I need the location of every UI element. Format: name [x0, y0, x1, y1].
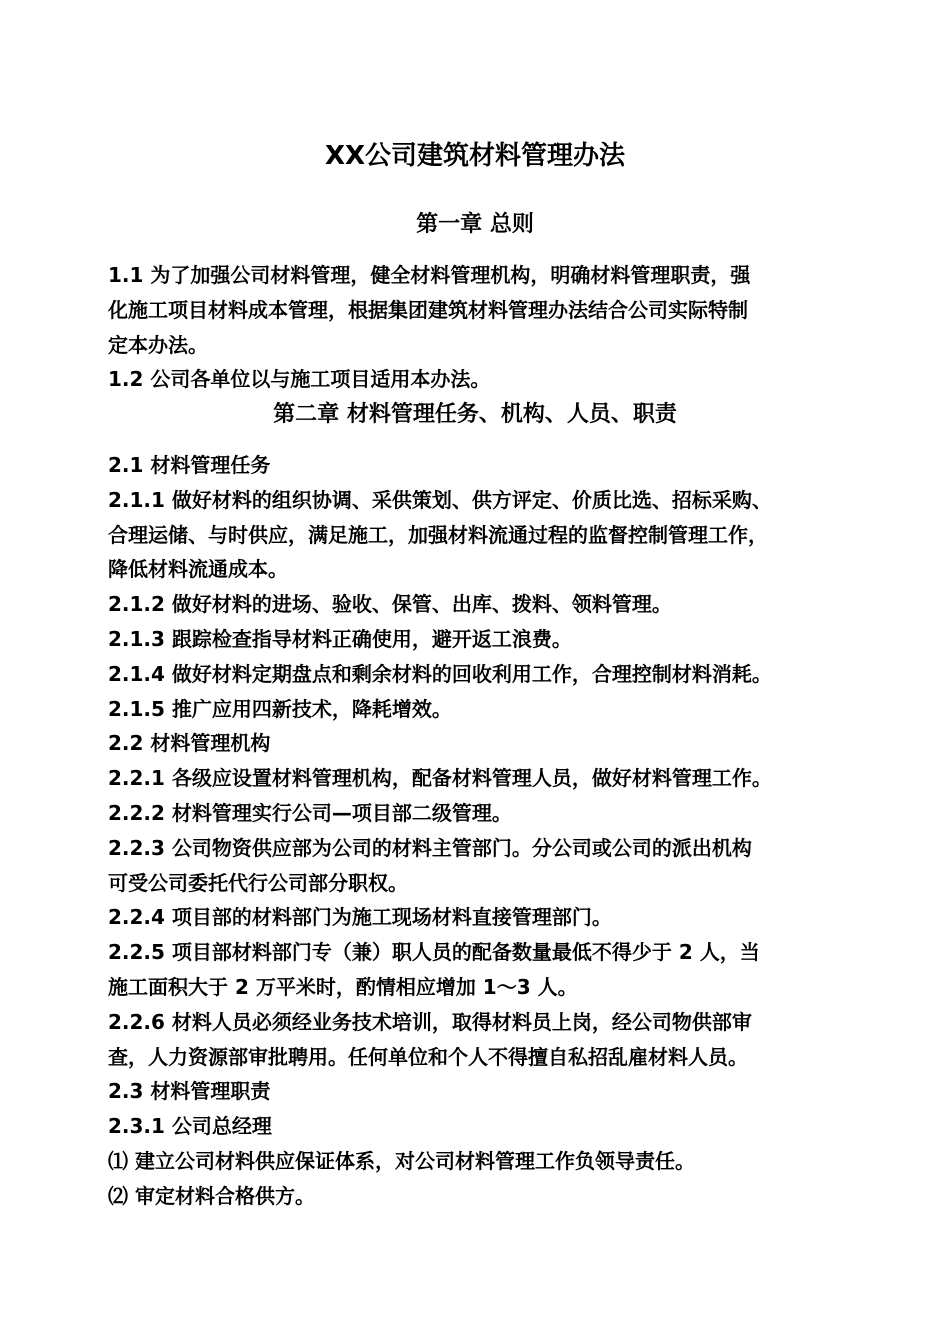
clause-2-1-1-line-2: 合理运储、与时供应，满足施工，加强材料流通过程的监督控制管理工作，	[108, 522, 768, 547]
clause-2-2-3-line-1: 2.2.3 公司物资供应部为公司的材料主管部门。分公司或公司的派出机构	[108, 835, 752, 860]
clause-2-2-5-line-2: 施工面积大于 2 万平米时，酌情相应增加 1～3 人。	[108, 974, 578, 999]
list-item-2: ⑵ 审定材料合格供方。	[108, 1183, 315, 1208]
clause-2-1-2: 2.1.2 做好材料的进场、验收、保管、出库、拨料、领料管理。	[108, 592, 672, 617]
chapter-2-heading: 第二章 材料管理任务、机构、人员、职责	[273, 402, 677, 427]
clause-1-2: 1.2 公司各单位以与施工项目适用本办法。	[108, 367, 491, 392]
section-2-3: 2.3 材料管理职责	[108, 1079, 271, 1104]
clause-2-2-2: 2.2.2 材料管理实行公司—项目部二级管理。	[108, 800, 512, 825]
clause-2-1-3: 2.1.3 跟踪检查指导材料正确使用，避开返工浪费。	[108, 626, 572, 651]
clause-2-3-1: 2.3.1 公司总经理	[108, 1114, 272, 1139]
section-2-1: 2.1 材料管理任务	[108, 453, 271, 477]
clause-2-2-6-line-1: 2.2.6 材料人员必须经业务技术培训，取得材料员上岗，经公司物供部审	[108, 1009, 752, 1034]
clause-1-1-line-1: 1.1 为了加强公司材料管理，健全材料管理机构，明确材料管理职责，强	[108, 263, 751, 287]
list-item-1: ⑴ 建立公司材料供应保证体系，对公司材料管理工作负领导责任。	[108, 1148, 695, 1173]
clause-2-2-6-line-2: 查，人力资源部审批聘用。任何单位和个人不得擅自私招乱雇材料人员。	[108, 1044, 748, 1069]
chapter-1-heading: 第一章 总则	[416, 212, 534, 237]
clause-2-2-5	[108, 935, 858, 1005]
clause-1-1-line-3: 定本办法。	[108, 332, 208, 357]
document-title: XX公司建筑材料管理办法	[324, 141, 626, 171]
clause-2-2-6	[108, 1005, 858, 1075]
clause-2-2-4: 2.2.4 项目部的材料部门为施工现场材料直接管理部门。	[108, 905, 612, 930]
clause-2-1-1-line-3: 降低材料流通成本。	[108, 557, 288, 582]
clause-1-1	[108, 258, 858, 362]
chapter-2-body	[108, 448, 858, 1214]
chapter-1-body	[108, 258, 858, 397]
section-2-2: 2.2 材料管理机构	[108, 731, 271, 756]
clause-2-2-3-line-2: 可受公司委托代行公司部分职权。	[108, 870, 408, 895]
clause-2-1-5: 2.1.5 推广应用四新技术，降耗增效。	[108, 696, 452, 721]
clause-2-1-4: 2.1.4 做好材料定期盘点和剩余材料的回收利用工作，合理控制材料消耗。	[108, 661, 772, 686]
clause-2-2-5-line-1: 2.2.5 项目部材料部门专（兼）职人员的配备数量最低不得少于 2 人，当	[108, 940, 760, 965]
clause-2-2-3	[108, 831, 858, 901]
clause-2-2-1: 2.2.1 各级应设置材料管理机构，配备材料管理人员，做好材料管理工作。	[108, 766, 772, 791]
clause-2-1-1-line-1: 2.1.1 做好材料的组织协调、采供策划、供方评定、价质比选、招标采购、	[108, 487, 772, 512]
clause-1-1-line-2: 化施工项目材料成本管理，根据集团建筑材料管理办法结合公司实际特制	[108, 297, 748, 322]
clause-2-1-1	[108, 483, 858, 587]
